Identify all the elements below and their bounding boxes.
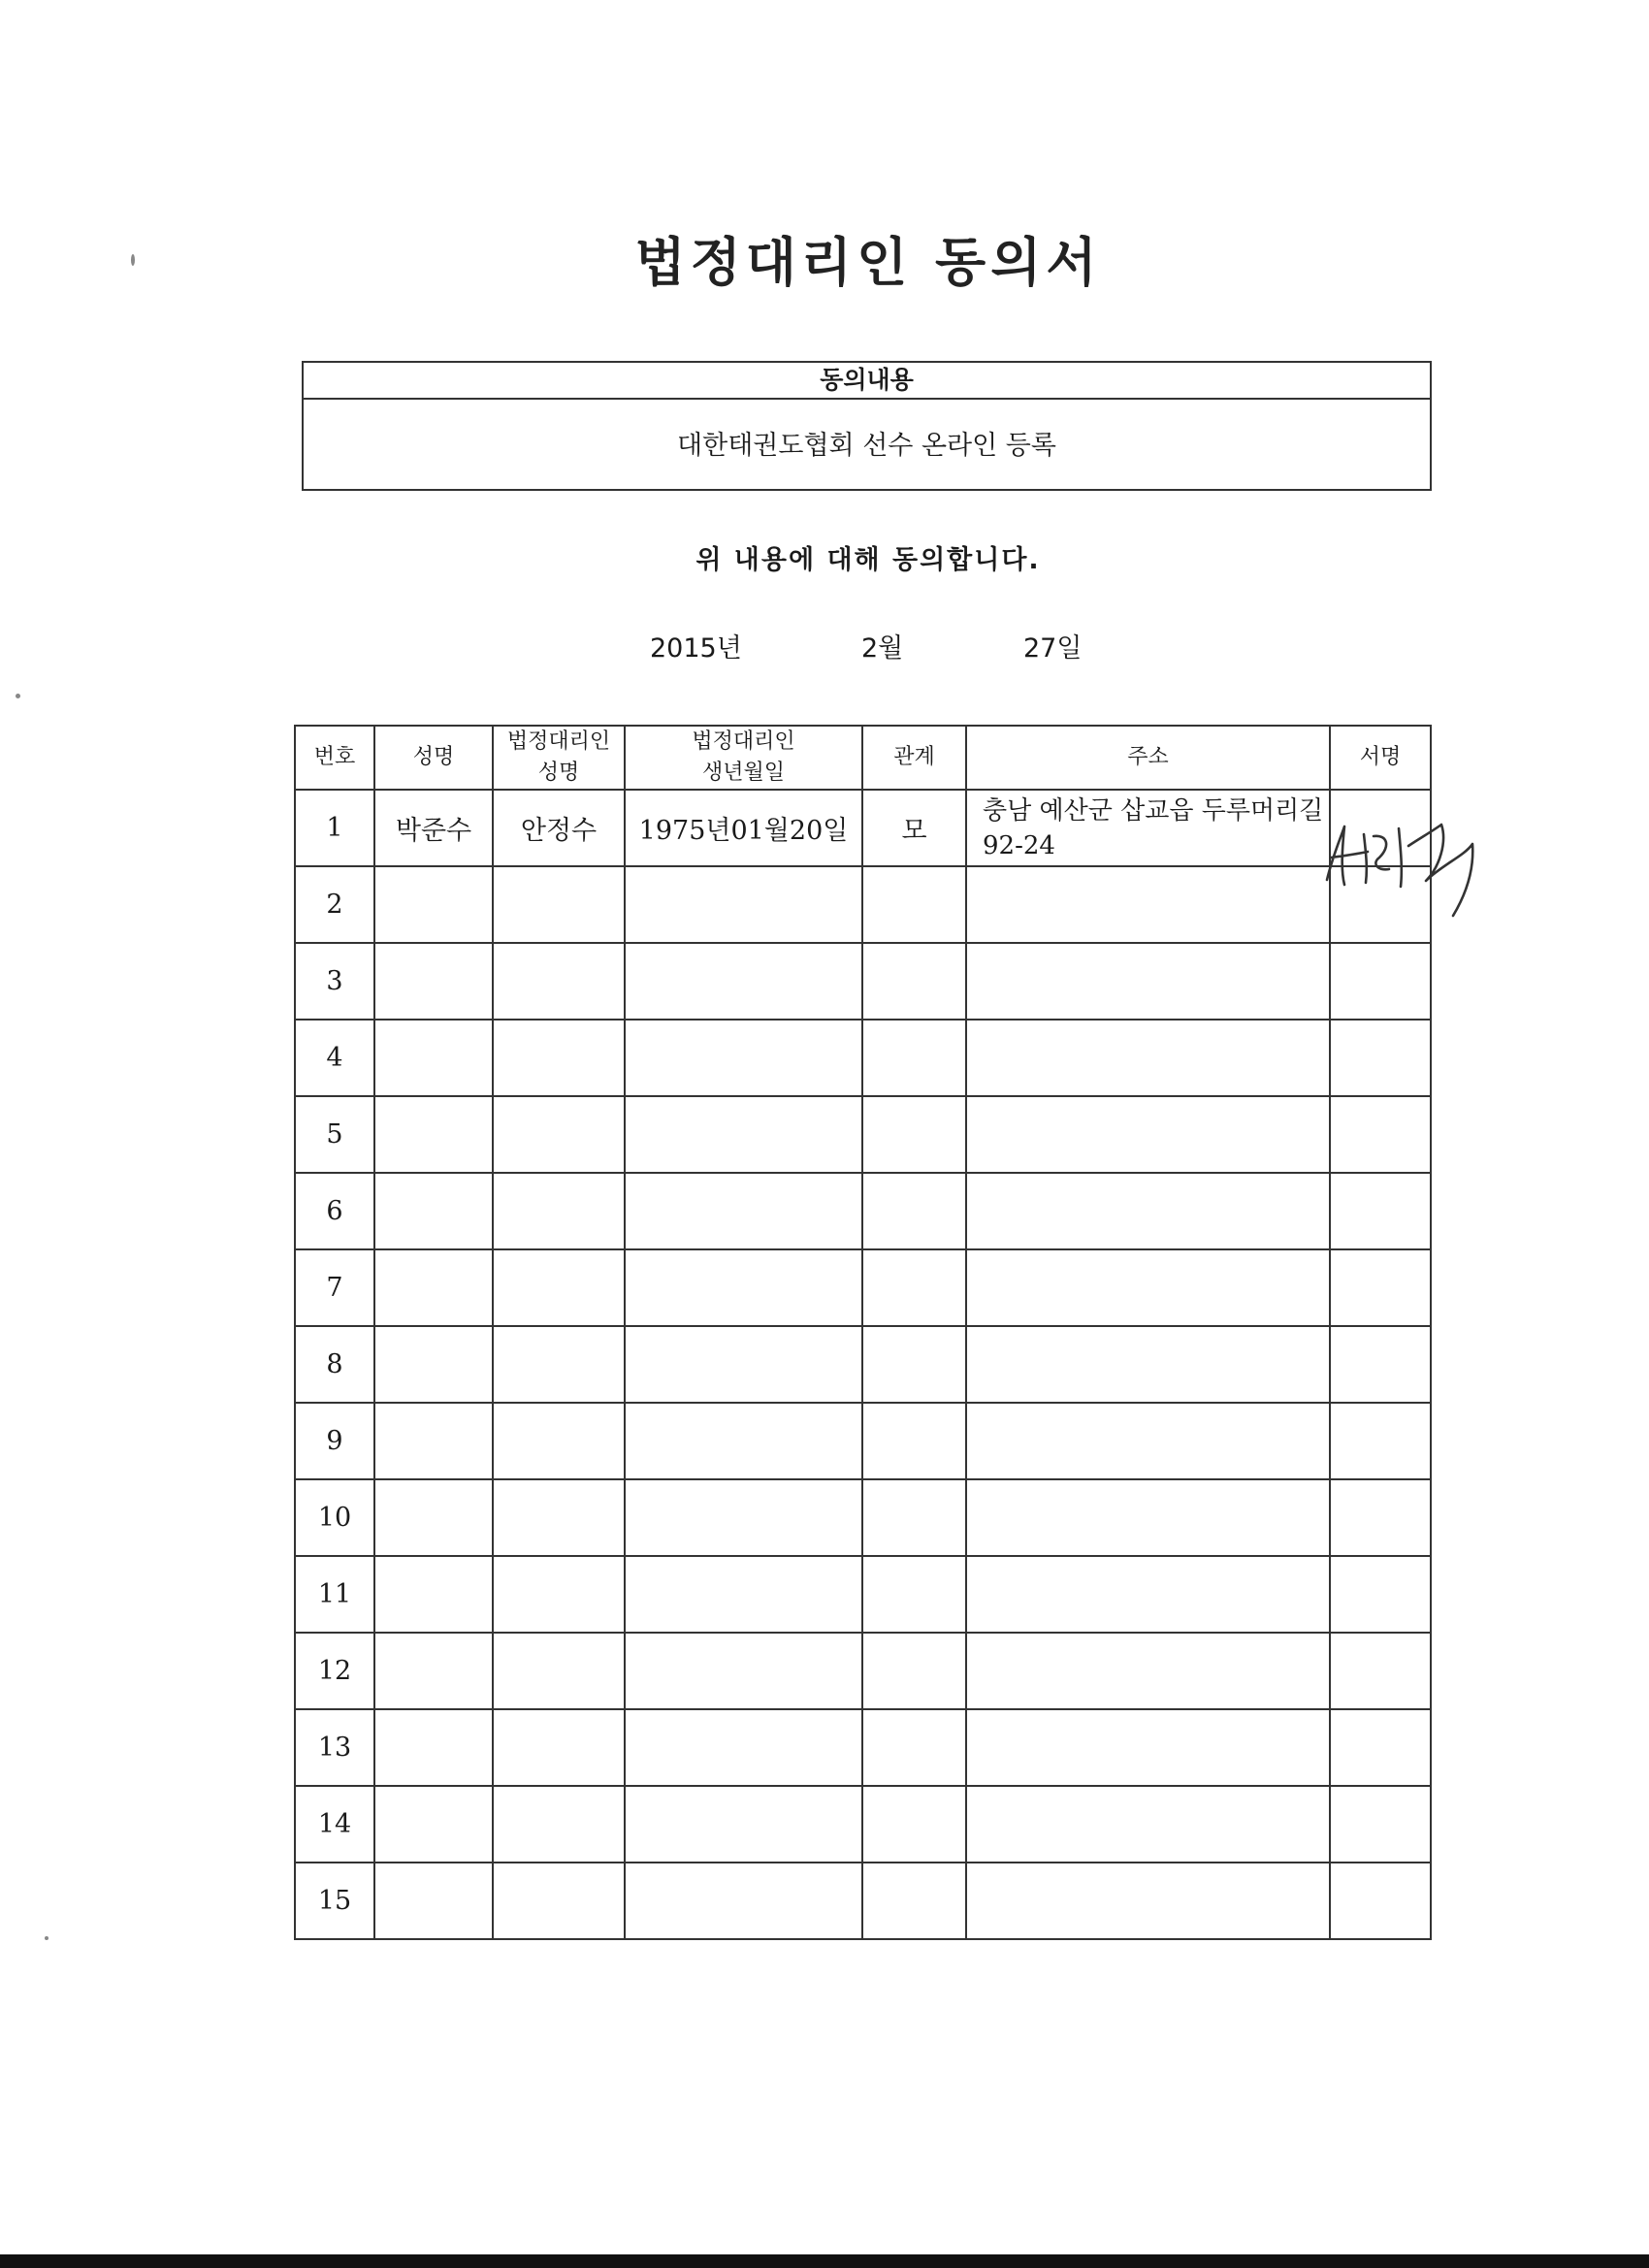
row-guardian-birth: [625, 1249, 862, 1326]
row-guardian-birth: [625, 1786, 862, 1863]
table-row: [295, 1709, 1431, 1786]
row-address: [966, 1096, 1330, 1173]
table-row: [295, 1403, 1431, 1479]
row-address: [966, 1709, 1330, 1786]
scan-speck: [45, 1936, 48, 1940]
row-signature: [1330, 1633, 1431, 1709]
row-address: [966, 1479, 1330, 1556]
row-number: 3: [295, 943, 374, 1020]
row-signature: [1330, 1020, 1431, 1096]
row-number: 15: [295, 1863, 374, 1939]
row-relation: [862, 1173, 966, 1249]
row-address: [966, 1786, 1330, 1863]
table-row: [295, 1249, 1431, 1326]
row-address: [966, 943, 1330, 1020]
header-guardian-birth-line1: 법정대리인: [692, 729, 795, 754]
header-guardian-name-line2: 성명: [537, 761, 580, 785]
row-address: [966, 1173, 1330, 1249]
header-guardian-birth: [625, 726, 862, 790]
row-guardian-name: [493, 1326, 625, 1403]
table-row: [295, 1479, 1431, 1556]
row-relation: [862, 1556, 966, 1633]
row-name: [374, 1633, 493, 1709]
row-name: 박준수: [374, 790, 493, 866]
row-name: [374, 1020, 493, 1096]
row-number: 1: [295, 790, 374, 866]
table-row: [295, 1863, 1431, 1939]
row-guardian-birth: [625, 1863, 862, 1939]
table-row: [295, 1326, 1431, 1403]
row-name: [374, 1786, 493, 1863]
row-relation: [862, 1479, 966, 1556]
row-relation: [862, 943, 966, 1020]
row-signature: [1330, 1249, 1431, 1326]
row-relation: [862, 1709, 966, 1786]
table-row: [295, 1096, 1431, 1173]
table-row: [295, 1633, 1431, 1709]
row-number: 5: [295, 1096, 374, 1173]
row-relation: [862, 866, 966, 943]
row-number: 9: [295, 1403, 374, 1479]
row-signature: [1330, 1096, 1431, 1173]
row-number: 4: [295, 1020, 374, 1096]
row-guardian-name: [493, 1173, 625, 1249]
row-number: 11: [295, 1556, 374, 1633]
table-header-row: [295, 726, 1431, 790]
row-guardian-birth: [625, 1096, 862, 1173]
row-signature: [1330, 1326, 1431, 1403]
row-guardian-birth: [625, 1709, 862, 1786]
header-address: 주소: [966, 726, 1330, 790]
row-address: [966, 1020, 1330, 1096]
header-name: 성명: [374, 726, 493, 790]
row-guardian-name: [493, 1709, 625, 1786]
row-guardian-birth: [625, 1403, 862, 1479]
row-signature: [1330, 1556, 1431, 1633]
row-address: [966, 1863, 1330, 1939]
row-guardian-name: [493, 943, 625, 1020]
row-guardian-name: 안정수: [493, 790, 625, 866]
row-signature: [1330, 943, 1431, 1020]
scan-speck: [131, 254, 135, 266]
header-guardian-birth-line2: 생년월일: [701, 761, 785, 785]
table-row: [295, 1786, 1431, 1863]
row-guardian-name: [493, 1556, 625, 1633]
row-guardian-birth: [625, 1479, 862, 1556]
row-number: 14: [295, 1786, 374, 1863]
row-signature: [1330, 1403, 1431, 1479]
row-guardian-name: [493, 1403, 625, 1479]
row-address: 충남 예산군 삽교읍 두루머리길 92-24: [966, 790, 1330, 866]
handwritten-signature: [1319, 788, 1513, 933]
row-name: [374, 1096, 493, 1173]
row-number: 10: [295, 1479, 374, 1556]
row-name: [374, 1863, 493, 1939]
row-number: 13: [295, 1709, 374, 1786]
row-guardian-birth: [625, 1173, 862, 1249]
row-guardian-birth: 1975년01월20일: [625, 790, 862, 866]
row-guardian-birth: [625, 943, 862, 1020]
scan-bottom-edge: [0, 2254, 1649, 2268]
row-relation: [862, 1096, 966, 1173]
header-number: 번호: [295, 726, 374, 790]
date-month: 2월: [861, 633, 904, 664]
row-relation: [862, 1786, 966, 1863]
consent-header: 동의내용: [304, 363, 1430, 400]
scan-speck: [16, 694, 20, 698]
row-name: [374, 1249, 493, 1326]
row-number: 7: [295, 1249, 374, 1326]
table-row: [295, 866, 1431, 943]
row-name: [374, 1709, 493, 1786]
consent-box: [302, 361, 1432, 491]
guardian-table: [294, 725, 1432, 1940]
row-guardian-name: [493, 1249, 625, 1326]
row-relation: [862, 1249, 966, 1326]
row-address: [966, 866, 1330, 943]
header-signature: 서명: [1330, 726, 1431, 790]
row-address: [966, 1556, 1330, 1633]
table-row: [295, 1173, 1431, 1249]
row-name: [374, 1403, 493, 1479]
row-guardian-name: [493, 866, 625, 943]
row-guardian-name: [493, 1786, 625, 1863]
row-address: [966, 1633, 1330, 1709]
table-row: [295, 790, 1431, 866]
date-day: 27일: [1023, 633, 1083, 664]
row-number: 12: [295, 1633, 374, 1709]
row-guardian-name: [493, 1633, 625, 1709]
row-name: [374, 1556, 493, 1633]
row-name: [374, 943, 493, 1020]
row-guardian-name: [493, 1863, 625, 1939]
row-relation: [862, 1020, 966, 1096]
row-name: [374, 1173, 493, 1249]
row-guardian-name: [493, 1020, 625, 1096]
row-guardian-name: [493, 1096, 625, 1173]
row-signature: [1330, 1709, 1431, 1786]
document-title: 법정대리인 동의서: [634, 232, 1102, 293]
row-number: 6: [295, 1173, 374, 1249]
table-row: [295, 1020, 1431, 1096]
row-address: [966, 1249, 1330, 1326]
agreement-statement: 위 내용에 대해 동의합니다.: [695, 545, 1041, 575]
row-number: 8: [295, 1326, 374, 1403]
date-year: 2015년: [650, 633, 742, 664]
row-guardian-birth: [625, 1326, 862, 1403]
row-relation: [862, 1403, 966, 1479]
row-guardian-birth: [625, 1556, 862, 1633]
row-number: 2: [295, 866, 374, 943]
row-signature: [1330, 1173, 1431, 1249]
table-row: [295, 943, 1431, 1020]
row-name: [374, 1326, 493, 1403]
row-guardian-birth: [625, 1020, 862, 1096]
row-relation: [862, 1326, 966, 1403]
row-name: [374, 1479, 493, 1556]
table-row: [295, 1556, 1431, 1633]
row-guardian-birth: [625, 1633, 862, 1709]
row-signature: [1330, 1863, 1431, 1939]
row-guardian-birth: [625, 866, 862, 943]
row-address: [966, 1326, 1330, 1403]
row-signature: [1330, 1786, 1431, 1863]
row-relation: [862, 1863, 966, 1939]
row-name: [374, 866, 493, 943]
header-guardian-name: [493, 726, 625, 790]
row-guardian-name: [493, 1479, 625, 1556]
row-address: [966, 1403, 1330, 1479]
row-relation: [862, 1633, 966, 1709]
consent-content: 대한태권도협회 선수 온라인 등록: [677, 431, 1056, 461]
row-signature: [1330, 1479, 1431, 1556]
header-guardian-name-line1: 법정대리인: [506, 729, 611, 754]
header-relation: 관계: [862, 726, 966, 790]
row-relation: 모: [862, 790, 966, 866]
